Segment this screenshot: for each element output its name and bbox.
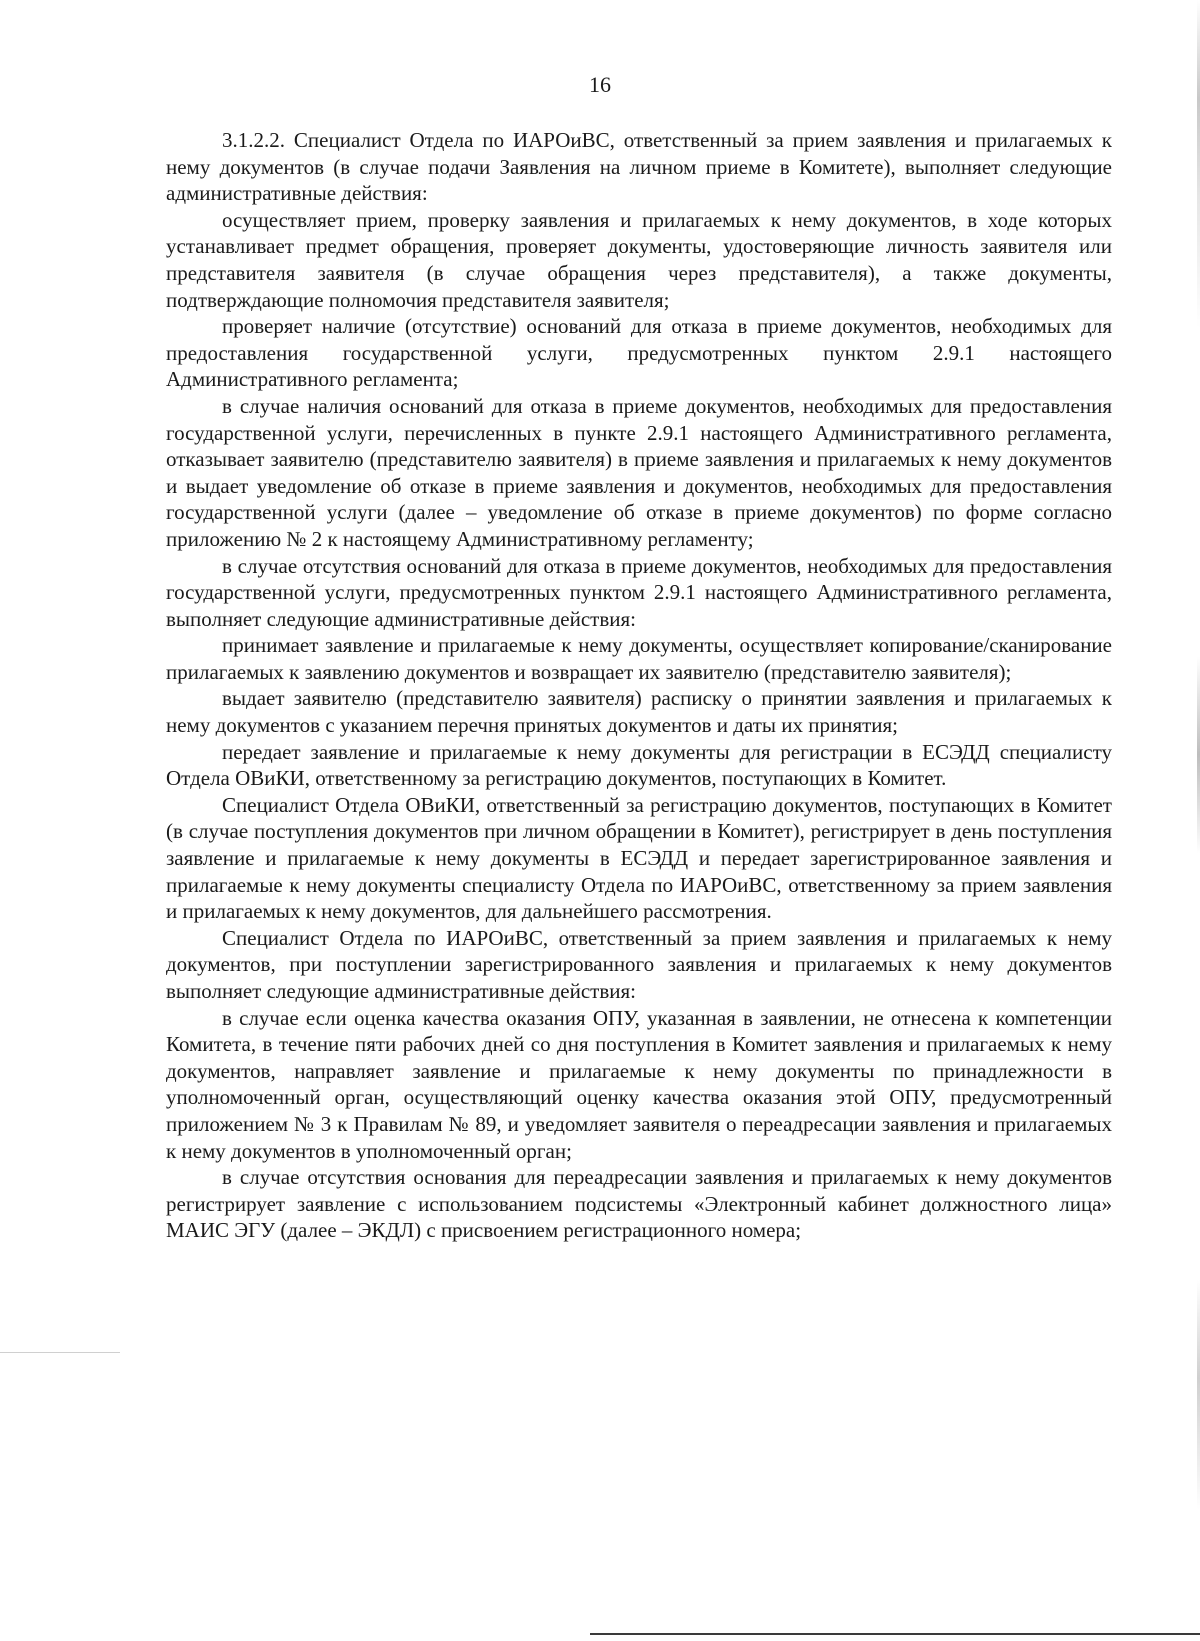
paragraph-no-grounds: в случае отсутствия оснований для отказа в приеме документов, необходимых для предоставления государственной услуги, предусмотренных пунктом 2.9.1 настоящего Административного регламента, выполняет следующие административные действия:: [166, 553, 1112, 631]
document-body: [166, 127, 1112, 1244]
scan-edge-bottom: [590, 1633, 1200, 1635]
paragraph-grounds-check: проверяет наличие (отсутствие) оснований для отказа в приеме документов, необходимых для предоставления государственной услуги, предусмотренных пунктом 2.9.1 настоящего Административного регламента;: [166, 314, 1112, 392]
paragraph-oviki-registration: Специалист Отдела ОВиКИ, ответственный за регистрацию документов, поступающих в Комитет (в случае поступления документов при личном обращении в Комитет), регистрирует в день поступления заявление и прилагаемые к нему документы в ЕСЭДД и передает зарегистрированное заявления и прилагаемые к нему документы специалисту Отдела по ИАРОиВС, ответственному за прием заявления и прилагаемых к нему документов, для дальнейшего рассмотрения.: [166, 792, 1112, 924]
paragraph-readdressing: в случае если оценка качества оказания ОПУ, указанная в заявлении, не отнесена к компетенции Комитета, в течение пяти рабочих дней со дня поступления в Комитет заявления и прилагаемых к нему документов, направляет заявление и прилагаемые к нему документы по принадлежности в уполномоченный орган, осуществляющий оценку качества оказания этой ОПУ, предусмотренный приложением № 3 к Правилам № 89, и уведомляет заявителя о переадресации заявления и прилагаемых к нему документов в уполномоченный орган;: [166, 1005, 1112, 1163]
paragraph-refusal: в случае наличия оснований для отказа в приеме документов, необходимых для предоставления государственной услуги, перечисленных в пункте 2.9.1 настоящего Административного регламента, отказывает заявителю (представителю заявителя) в приеме заявления и прилагаемых к нему документов и выдает уведомление об отказе в приеме заявления и документов, необходимых для предоставления государственной услуги (далее – уведомление об отказе в приеме документов) по форме согласно приложению № 2 к настоящему Административному регламенту;: [166, 393, 1112, 551]
paragraph-accepts-documents: принимает заявление и прилагаемые к нему документы, осуществляет копирование/сканирование прилагаемых к заявлению документов и возвращает их заявителю (представителю заявителя);: [166, 633, 1112, 684]
paragraph-3-1-2-2: 3.1.2.2. Специалист Отдела по ИАРОиВС, ответственный за прием заявления и прилагаемых к нему документов (в случае подачи Заявления на личном приеме в Комитете), выполняет следующие административные действия:: [166, 128, 1112, 206]
paragraph-ekdl-registration: в случае отсутствия основания для переадресации заявления и прилагаемых к нему документов регистрирует заявление с использованием подсистемы «Электронный кабинет должностного лица» МАИС ЭГУ (далее – ЭКДЛ) с присвоением регистрационного номера;: [166, 1165, 1112, 1243]
paragraph-transfers-for-registration: передает заявление и прилагаемые к нему документы для регистрации в ЕСЭДД специалисту Отдела ОВиКИ, ответственному за регистрацию документов, поступающих в Комитет.: [166, 739, 1112, 791]
page-number: 16: [589, 72, 611, 97]
paragraph-issues-receipt: выдает заявителю (представителю заявителя) расписку о принятии заявления и прилагаемых к нему документов с указанием перечня принятых документов и даты их принятия;: [166, 686, 1112, 738]
scan-edge-left-mark: [0, 1352, 120, 1353]
paragraph-iaroivs-actions: Специалист Отдела по ИАРОиВС, ответственный за прием заявления и прилагаемых к нему документов, при поступлении зарегистрированного заявления и прилагаемых к нему документов выполняет следующие административные действия:: [166, 925, 1112, 1003]
paragraph-reception-check: осуществляет прием, проверку заявления и прилагаемых к нему документов, в ходе которых устанавливает предмет обращения, проверяет документы, удостоверяющие личность заявителя или представителя заявителя (в случае обращения через представителя), а также документы, подтверждающие полномочия представителя заявителя;: [166, 207, 1112, 312]
